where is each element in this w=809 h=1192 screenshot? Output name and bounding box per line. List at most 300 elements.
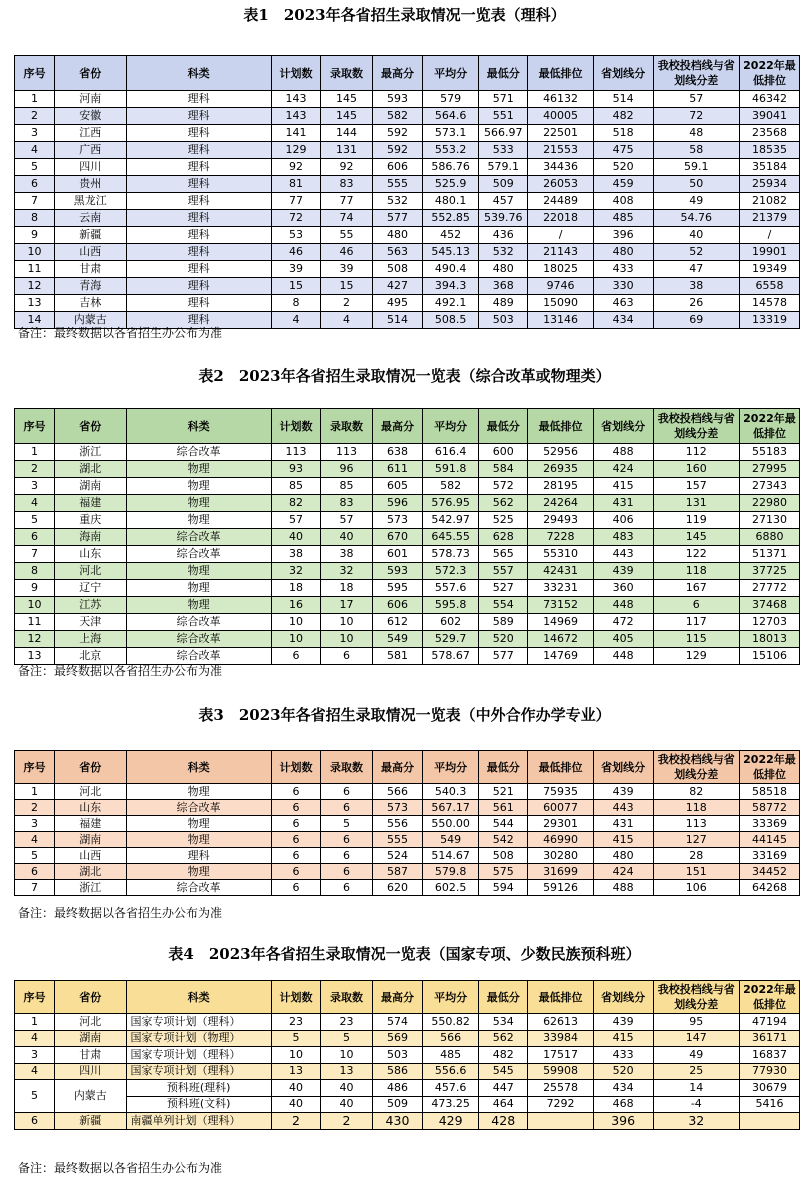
table-row	[15, 142, 800, 159]
table-cell: 物理	[126, 864, 271, 880]
table-cell: 508.5	[423, 312, 479, 329]
table-cell: 6558	[739, 278, 799, 295]
table-cell: 湖南	[54, 478, 126, 495]
column-header: 省划线分	[593, 56, 653, 91]
table-cell: 46132	[528, 91, 593, 108]
table-row	[15, 444, 800, 461]
table-cell: 118	[653, 800, 739, 816]
table-cell: 596	[372, 495, 423, 512]
table-cell: 物理	[126, 478, 271, 495]
table-cell: 117	[653, 614, 739, 631]
table-cell: 9	[15, 580, 55, 597]
table-row	[15, 176, 800, 193]
table-cell: 514	[593, 91, 653, 108]
table-cell: 2	[321, 1113, 373, 1130]
table-cell: 综合改革	[126, 880, 271, 896]
column-header: 录取数	[321, 409, 373, 444]
table-cell: 15106	[739, 648, 799, 665]
table-cell: 119	[653, 512, 739, 529]
table-cell: 72	[653, 108, 739, 125]
table-cell: 河北	[54, 1014, 126, 1031]
table-cell: 15090	[528, 295, 593, 312]
column-header: 最高分	[372, 409, 423, 444]
table-cell: 10	[321, 631, 373, 648]
table-cell: 理科	[126, 261, 271, 278]
table-cell: 616.4	[423, 444, 479, 461]
column-header: 省份	[54, 981, 126, 1014]
table-cell: 509	[479, 176, 528, 193]
table-cell: 内蒙古	[54, 1080, 126, 1113]
table-cell: 550.00	[423, 816, 479, 832]
column-header: 最低排位	[528, 981, 593, 1014]
table-cell: 山东	[54, 800, 126, 816]
table-cell: 36171	[739, 1030, 799, 1047]
table-cell: 物理	[126, 580, 271, 597]
table-cell: 167	[653, 580, 739, 597]
table-cell: 7	[15, 546, 55, 563]
table-cell: 29493	[528, 512, 593, 529]
table-cell: 593	[372, 563, 423, 580]
table-cell: 525.9	[423, 176, 479, 193]
column-header: 序号	[15, 56, 55, 91]
column-header: 最高分	[372, 56, 423, 91]
table-cell: 468	[593, 1096, 653, 1113]
table-cell: 645.55	[423, 529, 479, 546]
table-cell: 447	[479, 1080, 528, 1097]
table-cell: 573	[372, 512, 423, 529]
table-cell: 物理	[126, 461, 271, 478]
table-cell: 433	[593, 1047, 653, 1064]
table-cell: 539.76	[479, 210, 528, 227]
table-cell: 593	[372, 91, 423, 108]
table-cell: 2	[321, 295, 373, 312]
table-cell: 28195	[528, 478, 593, 495]
table-cell: 黑龙江	[54, 193, 126, 210]
header-row	[15, 56, 800, 91]
table2-title: 表2 2023年各省招生录取情况一览表（综合改革或物理类）	[198, 367, 611, 385]
table-cell: 557.6	[423, 580, 479, 597]
column-header: 我校投档线与省划线分差	[653, 981, 739, 1014]
table-row	[15, 159, 800, 176]
column-header: 平均分	[423, 56, 479, 91]
table-cell: 113	[321, 444, 373, 461]
table-cell: 480.1	[423, 193, 479, 210]
table-cell: 594	[479, 880, 528, 896]
table-cell: 47194	[739, 1014, 799, 1031]
table-row	[15, 512, 800, 529]
column-header: 我校投档线与省划线分差	[653, 751, 739, 784]
table-cell: 129	[271, 142, 320, 159]
table-cell: 物理	[126, 563, 271, 580]
table-cell: 518	[593, 125, 653, 142]
table-cell: 重庆	[54, 512, 126, 529]
table-cell: 527	[479, 580, 528, 597]
table-cell: 58772	[739, 800, 799, 816]
table-cell: 514	[372, 312, 423, 329]
table-cell: 144	[321, 125, 373, 142]
table-cell: 浙江	[54, 880, 126, 896]
table-cell: 57	[653, 91, 739, 108]
table-cell: 理科	[126, 210, 271, 227]
table-cell: 47	[653, 261, 739, 278]
column-header: 科类	[126, 409, 271, 444]
table-cell: 物理	[126, 832, 271, 848]
table-cell: 431	[593, 495, 653, 512]
table-cell: 129	[653, 648, 739, 665]
table-cell: 国家专项计划（理科）	[126, 1014, 271, 1031]
table-cell: 157	[653, 478, 739, 495]
table-cell: 40	[271, 1080, 320, 1097]
table-row	[15, 478, 800, 495]
table-cell: 5	[15, 512, 55, 529]
table-cell: 592	[372, 125, 423, 142]
table-cell: 38	[321, 546, 373, 563]
column-header: 最低分	[479, 409, 528, 444]
table-row	[15, 631, 800, 648]
table-cell: 15	[271, 278, 320, 295]
column-header: 最低分	[479, 56, 528, 91]
table-cell: 520	[593, 159, 653, 176]
table-cell: 430	[372, 1113, 423, 1130]
table-cell: 6	[15, 1113, 55, 1130]
table-cell: 520	[479, 631, 528, 648]
table-row	[15, 563, 800, 580]
table-cell: 554	[479, 597, 528, 614]
table-cell: 山西	[54, 848, 126, 864]
table-cell: 443	[593, 546, 653, 563]
table-cell: 21082	[739, 193, 799, 210]
table-cell: 586.76	[423, 159, 479, 176]
table-cell: 河北	[54, 784, 126, 800]
table-cell: 573.1	[423, 125, 479, 142]
table-cell: 595	[372, 580, 423, 597]
table-cell: 1	[15, 1014, 55, 1031]
table-cell: 600	[479, 444, 528, 461]
table-cell: 10	[271, 631, 320, 648]
table-cell: 595.8	[423, 597, 479, 614]
table-cell: 16	[271, 597, 320, 614]
table-cell: 60077	[528, 800, 593, 816]
table-cell: 57	[321, 512, 373, 529]
table-cell: 40	[321, 529, 373, 546]
table-cell: 国家专项计划（物理）	[126, 1030, 271, 1047]
table-cell: 9746	[528, 278, 593, 295]
table-cell: 综合改革	[126, 614, 271, 631]
column-header: 序号	[15, 751, 55, 784]
column-header: 我校投档线与省划线分差	[653, 409, 739, 444]
table-cell: 24489	[528, 193, 593, 210]
table-cell: 565	[479, 546, 528, 563]
table-cell: 556	[372, 816, 423, 832]
table-cell: 贵州	[54, 176, 126, 193]
table-cell: 488	[593, 444, 653, 461]
table-cell: 584	[479, 461, 528, 478]
table-cell: 甘肃	[54, 261, 126, 278]
table-cell: 南疆单列计划（理科）	[126, 1113, 271, 1130]
column-header: 省划线分	[593, 409, 653, 444]
table-cell: 46990	[528, 832, 593, 848]
table-row	[15, 614, 800, 631]
table-cell: 540.3	[423, 784, 479, 800]
table-cell: 综合改革	[126, 800, 271, 816]
table-cell: 理科	[126, 848, 271, 864]
table-cell: 10	[15, 597, 55, 614]
table-cell: 127	[653, 832, 739, 848]
table-cell: 四川	[54, 159, 126, 176]
table-cell: 5	[15, 848, 55, 864]
table-cell: 青海	[54, 278, 126, 295]
table-cell: 433	[593, 261, 653, 278]
table1	[14, 55, 800, 329]
table-cell: 3	[15, 816, 55, 832]
column-header: 计划数	[271, 981, 320, 1014]
table-cell: 12	[15, 278, 55, 295]
table-cell: 532	[372, 193, 423, 210]
table-cell: 理科	[126, 176, 271, 193]
table2-note: 备注：最终数据以各省招生办公布为准	[18, 664, 223, 678]
table-cell: 439	[593, 784, 653, 800]
table-cell: 396	[593, 227, 653, 244]
table-cell: 92	[271, 159, 320, 176]
table-cell: 50	[653, 176, 739, 193]
table-cell: 145	[653, 529, 739, 546]
column-header: 省份	[54, 56, 126, 91]
table-cell: 物理	[126, 512, 271, 529]
table-cell: 542.97	[423, 512, 479, 529]
table-cell: 431	[593, 816, 653, 832]
column-header: 科类	[126, 56, 271, 91]
table-cell: 464	[479, 1096, 528, 1113]
table-cell: 40	[653, 227, 739, 244]
table-cell: 545.13	[423, 244, 479, 261]
table-cell: 30679	[739, 1080, 799, 1097]
table-row	[15, 193, 800, 210]
table-cell: 556.6	[423, 1063, 479, 1080]
table-cell: 12703	[739, 614, 799, 631]
table-cell: 524	[372, 848, 423, 864]
table-cell: 83	[321, 495, 373, 512]
table-row	[15, 261, 800, 278]
table-cell: 83	[321, 176, 373, 193]
table-cell: 理科	[126, 91, 271, 108]
table-cell: 5	[321, 816, 373, 832]
table-cell: 591.8	[423, 461, 479, 478]
column-header: 序号	[15, 409, 55, 444]
table-cell: 39	[271, 261, 320, 278]
column-header: 最高分	[372, 981, 423, 1014]
table-cell: 480	[479, 261, 528, 278]
table-cell: -4	[653, 1096, 739, 1113]
table-cell: 3	[15, 125, 55, 142]
table-cell: 567.17	[423, 800, 479, 816]
table-cell: 吉林	[54, 295, 126, 312]
table-cell: 10	[271, 614, 320, 631]
table-cell: 620	[372, 880, 423, 896]
column-header: 最低排位	[528, 751, 593, 784]
column-header: 录取数	[321, 751, 373, 784]
table-cell: 408	[593, 193, 653, 210]
table-cell: 405	[593, 631, 653, 648]
column-header: 录取数	[321, 56, 373, 91]
table3-note: 备注：最终数据以各省招生办公布为准	[18, 906, 223, 920]
table-cell: 25578	[528, 1080, 593, 1097]
table-cell: 579.8	[423, 864, 479, 880]
column-header: 科类	[126, 981, 271, 1014]
table-row	[15, 848, 800, 864]
table1-note: 备注：最终数据以各省招生办公布为准	[18, 326, 223, 340]
column-header: 2022年最低排位	[739, 56, 799, 91]
column-header: 省份	[54, 751, 126, 784]
table-cell: 1	[15, 444, 55, 461]
table-cell: /	[739, 227, 799, 244]
table-cell: 福建	[54, 495, 126, 512]
table-cell: 2	[15, 800, 55, 816]
table-cell: 582	[423, 478, 479, 495]
table-cell: 6	[271, 800, 320, 816]
table-cell: 理科	[126, 193, 271, 210]
table-cell: 457	[479, 193, 528, 210]
table-cell: 448	[593, 648, 653, 665]
table-cell: 7228	[528, 529, 593, 546]
table-cell: 93	[271, 461, 320, 478]
table-cell: 27130	[739, 512, 799, 529]
table-cell: 587	[372, 864, 423, 880]
table-row	[15, 91, 800, 108]
table-cell: 44145	[739, 832, 799, 848]
table-row	[15, 648, 800, 665]
table-cell: 42431	[528, 563, 593, 580]
table-cell: 甘肃	[54, 1047, 126, 1064]
table-cell: 55	[321, 227, 373, 244]
table-cell: 606	[372, 597, 423, 614]
table-cell: 海南	[54, 529, 126, 546]
column-header: 2022年最低排位	[739, 409, 799, 444]
table-cell: 湖南	[54, 832, 126, 848]
table-row	[15, 1047, 800, 1064]
table-cell: 22980	[739, 495, 799, 512]
table-row	[15, 580, 800, 597]
table-cell: 602	[423, 614, 479, 631]
table-cell: 59.1	[653, 159, 739, 176]
table-cell: 62613	[528, 1014, 593, 1031]
table-cell: 10	[15, 244, 55, 261]
table-cell: 10	[321, 614, 373, 631]
table-row	[15, 1096, 800, 1113]
table4-note: 备注：最终数据以各省招生办公布为准	[18, 1161, 223, 1175]
table-cell: 6	[321, 848, 373, 864]
table-cell: 14	[653, 1080, 739, 1097]
table-cell: 6	[271, 816, 320, 832]
table-cell: 573	[372, 800, 423, 816]
table-cell: 577	[372, 210, 423, 227]
table-cell: 2	[271, 1113, 320, 1130]
table-cell: 国家专项计划（理科）	[126, 1047, 271, 1064]
table-cell: 485	[593, 210, 653, 227]
table-cell: 6	[321, 864, 373, 880]
table-cell: 38	[653, 278, 739, 295]
table-cell: 8	[15, 210, 55, 227]
table-cell	[528, 1113, 593, 1130]
table-cell: 浙江	[54, 444, 126, 461]
table-cell: 529.7	[423, 631, 479, 648]
table-cell: 40	[321, 1096, 373, 1113]
table-cell: 58518	[739, 784, 799, 800]
table-cell: 131	[321, 142, 373, 159]
table-cell: 443	[593, 800, 653, 816]
table-cell: 439	[593, 1014, 653, 1031]
table-row	[15, 800, 800, 816]
table-cell: 35184	[739, 159, 799, 176]
table3	[14, 750, 800, 896]
table-cell: 34452	[739, 864, 799, 880]
table-cell: 564.6	[423, 108, 479, 125]
table-row	[15, 597, 800, 614]
table-cell: 482	[593, 108, 653, 125]
table-cell: 2	[15, 108, 55, 125]
table-cell: 3	[15, 478, 55, 495]
table-cell: 6880	[739, 529, 799, 546]
table-row	[15, 125, 800, 142]
table-cell: 553.2	[423, 142, 479, 159]
table-cell: 17	[321, 597, 373, 614]
column-header: 最低分	[479, 751, 528, 784]
table-cell: 520	[593, 1063, 653, 1080]
table-cell: 24264	[528, 495, 593, 512]
table-cell: 586	[372, 1063, 423, 1080]
table-cell: 436	[479, 227, 528, 244]
table-cell: 82	[653, 784, 739, 800]
table-row	[15, 1063, 800, 1080]
table-cell: 11	[15, 614, 55, 631]
table-cell: 理科	[126, 295, 271, 312]
table-cell: 486	[372, 1080, 423, 1097]
table-cell: 6	[15, 864, 55, 880]
table-cell: 江苏	[54, 597, 126, 614]
table-cell: 577	[479, 648, 528, 665]
table-cell: 10	[271, 1047, 320, 1064]
table-cell: 151	[653, 864, 739, 880]
table-cell: 5416	[739, 1096, 799, 1113]
table-row	[15, 244, 800, 261]
table-cell: 143	[271, 91, 320, 108]
table-cell: 13	[15, 648, 55, 665]
table-cell: 551	[479, 108, 528, 125]
table-cell: 81	[271, 176, 320, 193]
table-cell: 579	[423, 91, 479, 108]
table-cell: 6	[271, 880, 320, 896]
table-cell: 490.4	[423, 261, 479, 278]
table-cell: 5	[271, 1030, 320, 1047]
table-cell: 11	[15, 261, 55, 278]
table-cell: 8	[15, 563, 55, 580]
table-cell: 578.73	[423, 546, 479, 563]
table-cell: 85	[271, 478, 320, 495]
table-cell: 15	[321, 278, 373, 295]
table-row	[15, 108, 800, 125]
table-cell: 77	[271, 193, 320, 210]
table-cell: 29301	[528, 816, 593, 832]
table-cell: 69	[653, 312, 739, 329]
table-cell: 6	[271, 832, 320, 848]
table-cell: 605	[372, 478, 423, 495]
table-cell: 16837	[739, 1047, 799, 1064]
table-cell: 23	[321, 1014, 373, 1031]
column-header: 2022年最低排位	[739, 751, 799, 784]
table-cell: 480	[372, 227, 423, 244]
table-cell: 589	[479, 614, 528, 631]
table-cell: 77930	[739, 1063, 799, 1080]
table-cell: 115	[653, 631, 739, 648]
